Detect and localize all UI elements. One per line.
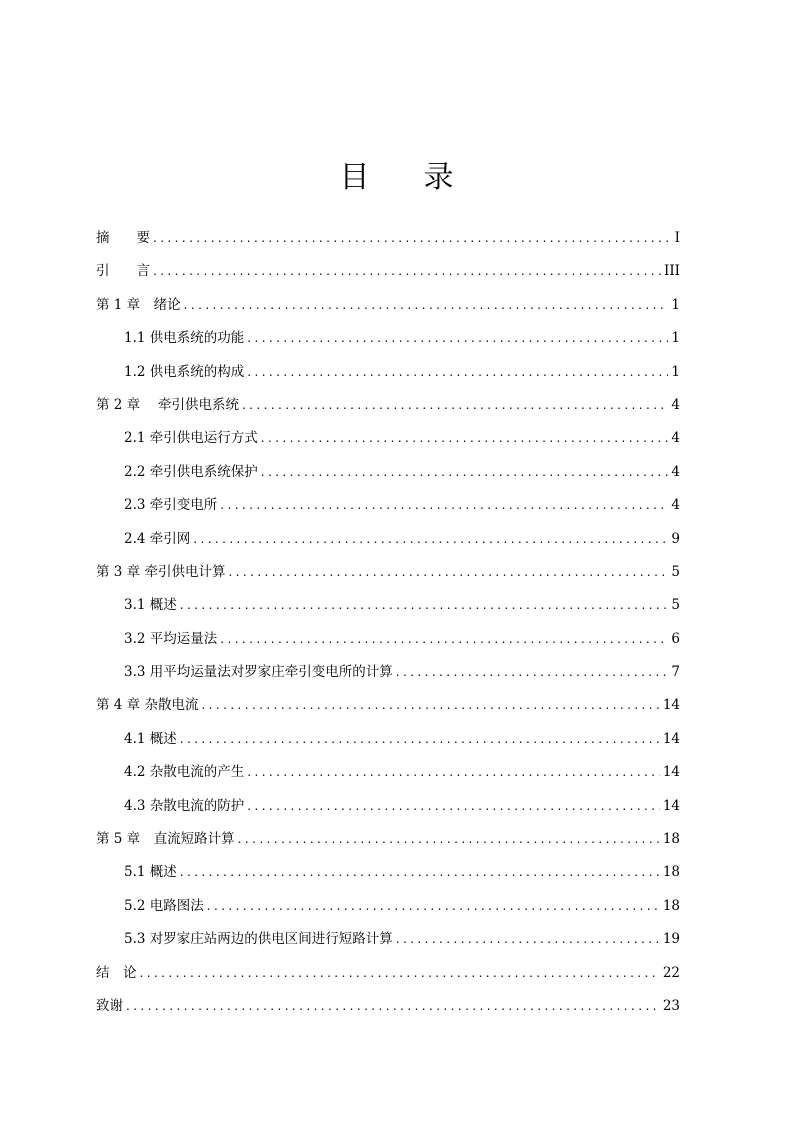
dot-leader — [220, 489, 668, 522]
toc-entry — [96, 289, 680, 322]
toc-entry-label: 5.1 概述 — [124, 864, 177, 881]
dot-leader — [207, 890, 660, 923]
toc-entry — [96, 689, 680, 722]
toc-entry — [96, 856, 680, 889]
dot-leader — [193, 523, 668, 556]
page-title: 目录 — [339, 160, 508, 195]
toc-entry-page: 18 — [662, 897, 680, 914]
toc-entry-label: 2.2 牵引供电系统保护 — [124, 463, 258, 480]
toc-entry-page: 1 — [671, 296, 680, 313]
toc-entry — [96, 322, 680, 355]
toc-entry — [96, 356, 680, 389]
toc-entry-label: 4.2 杂散电流的产生 — [124, 764, 245, 781]
dot-leader — [261, 422, 669, 455]
dot-leader — [153, 222, 672, 255]
toc-entry — [96, 222, 680, 255]
dot-leader — [396, 923, 660, 956]
toc-entry — [96, 589, 680, 622]
toc-entry — [96, 489, 680, 522]
toc-entry-label: 第 5 章 直流短路计算 — [96, 831, 235, 848]
toc-entry-label: 2.3 牵引变电所 — [124, 497, 218, 514]
toc-entry — [96, 756, 680, 789]
dot-leader — [126, 990, 660, 1023]
toc-entry-label: 第 1 章 绪论 — [96, 296, 181, 313]
toc-entry — [96, 456, 680, 489]
toc-entry-label: 第 3 章 牵引供电计算 — [96, 563, 226, 580]
dot-leader — [247, 322, 668, 355]
dot-leader — [180, 856, 660, 889]
toc-entry-label: 1.2 供电系统的构成 — [124, 363, 245, 380]
toc-entry-page: 22 — [662, 964, 680, 981]
toc-entry-page: 14 — [662, 730, 680, 747]
toc-entry-page: 4 — [671, 497, 680, 514]
dot-leader — [261, 456, 669, 489]
dot-leader — [247, 756, 660, 789]
dot-leader — [153, 255, 661, 288]
toc-entry-label: 致谢 — [96, 997, 123, 1014]
toc-entry-page: 5 — [671, 597, 680, 614]
toc-entry — [96, 723, 680, 756]
toc-entry-label: 结 论 — [96, 964, 137, 981]
toc-entry — [96, 255, 680, 288]
dot-leader — [220, 623, 668, 656]
toc-entry — [96, 656, 680, 689]
toc-entry-page: 1 — [671, 330, 680, 347]
toc-entry — [96, 823, 680, 856]
dot-leader — [180, 589, 669, 622]
toc-entry-label: 3.3 用平均运量法对罗家庄牵引变电所的计算 — [124, 664, 393, 681]
table-of-contents — [96, 222, 680, 1023]
dot-leader — [180, 723, 660, 756]
toc-entry-label: 2.4 牵引网 — [124, 530, 191, 547]
dot-leader — [242, 389, 668, 422]
toc-entry-page: 14 — [662, 697, 680, 714]
toc-entry-page: 14 — [662, 797, 680, 814]
toc-entry-label: 5.2 电路图法 — [124, 897, 204, 914]
toc-entry — [96, 923, 680, 956]
toc-entry — [96, 957, 680, 990]
toc-entry-label: 3.1 概述 — [124, 597, 177, 614]
toc-entry-label: 2.1 牵引供电运行方式 — [124, 430, 258, 447]
toc-entry-page: 1 — [671, 363, 680, 380]
toc-entry — [96, 990, 680, 1023]
toc-entry-page: 23 — [662, 997, 680, 1014]
dot-leader — [247, 790, 660, 823]
toc-entry-label: 4.1 概述 — [124, 730, 177, 747]
toc-entry — [96, 890, 680, 923]
toc-entry-page: 7 — [671, 664, 680, 681]
dot-leader — [228, 556, 668, 589]
toc-entry — [96, 623, 680, 656]
dot-leader — [396, 656, 669, 689]
toc-entry-label: 第 2 章 牵引供电系统 — [96, 396, 239, 413]
toc-entry — [96, 422, 680, 455]
toc-entry-label: 3.2 平均运量法 — [124, 630, 218, 647]
toc-entry-page: 18 — [662, 864, 680, 881]
toc-entry-page: I — [674, 230, 680, 246]
toc-entry-page: 4 — [671, 396, 680, 413]
toc-entry-page: 4 — [671, 463, 680, 480]
dot-leader — [201, 689, 659, 722]
toc-entry-page: 14 — [662, 764, 680, 781]
toc-entry-label: 4.3 杂散电流的防护 — [124, 797, 245, 814]
toc-entry-page: 9 — [671, 530, 680, 547]
toc-entry-label: 摘 要 — [96, 230, 150, 246]
toc-entry — [96, 790, 680, 823]
dot-leader — [140, 957, 660, 990]
dot-leader — [184, 289, 669, 322]
dot-leader — [247, 356, 668, 389]
toc-entry-label: 第 4 章 杂散电流 — [96, 697, 199, 714]
toc-entry-label: 5.3 对罗家庄站两边的供电区间进行短路计算 — [124, 931, 393, 948]
toc-entry-page: 4 — [671, 430, 680, 447]
toc-entry — [96, 389, 680, 422]
toc-entry-page: 6 — [671, 630, 680, 647]
toc-entry-label: 1.1 供电系统的功能 — [124, 330, 245, 347]
toc-entry-page: 19 — [662, 931, 680, 948]
toc-entry-page: 18 — [662, 831, 680, 848]
toc-entry-page: III — [664, 263, 680, 280]
toc-entry-label: 引 言 — [96, 263, 150, 280]
dot-leader — [238, 823, 660, 856]
toc-entry-page: 5 — [671, 563, 680, 580]
toc-entry — [96, 523, 680, 556]
toc-entry — [96, 556, 680, 589]
